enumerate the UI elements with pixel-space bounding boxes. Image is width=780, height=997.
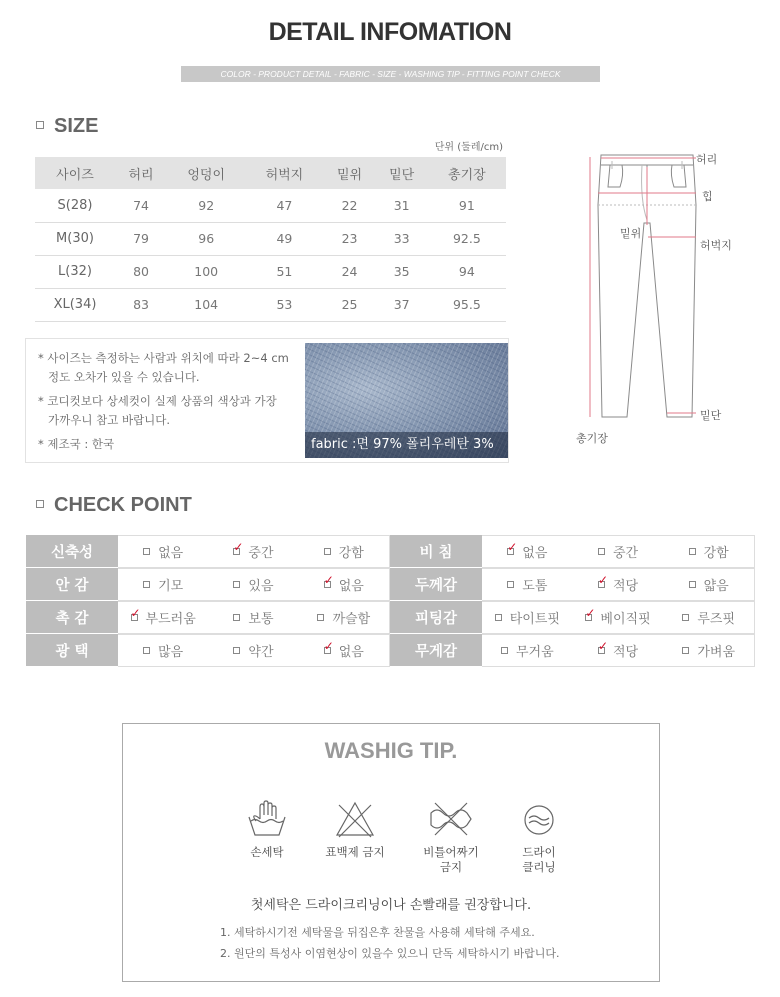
note-line: * 사이즈는 측정하는 사람과 위치에 따라 2~4 cm bbox=[38, 351, 289, 365]
option-group bbox=[482, 569, 754, 600]
checked-box-icon bbox=[598, 647, 605, 654]
check-option bbox=[118, 608, 208, 627]
table-cell: 49 bbox=[245, 222, 323, 255]
column-header: 밑단 bbox=[376, 157, 428, 189]
check-option bbox=[208, 641, 298, 660]
check-options bbox=[118, 601, 390, 634]
check-options bbox=[482, 568, 755, 601]
table-cell: 104 bbox=[167, 288, 245, 321]
fabric-swatch bbox=[305, 343, 508, 458]
table-cell: 51 bbox=[245, 255, 323, 288]
wash-item-dry-clean bbox=[494, 799, 584, 875]
table-cell: M(30) bbox=[35, 222, 115, 255]
check-option-label: 없음 bbox=[522, 546, 548, 561]
washing-tip-box bbox=[122, 723, 660, 982]
hand-wash-icon bbox=[245, 799, 289, 839]
check-option-label: 없음 bbox=[158, 546, 184, 561]
option-group bbox=[118, 569, 389, 600]
square-bullet-icon bbox=[36, 500, 44, 508]
check-option bbox=[482, 542, 573, 561]
column-header: 허리 bbox=[115, 157, 167, 189]
check-attribute-label: 안 감 bbox=[26, 568, 118, 601]
table-cell: 47 bbox=[245, 189, 323, 222]
check-option-label: 강함 bbox=[703, 546, 729, 561]
table-cell: 91 bbox=[428, 189, 506, 222]
label-length: 총기장 bbox=[576, 432, 608, 445]
table-cell: XL(34) bbox=[35, 288, 115, 321]
check-point-heading bbox=[36, 494, 192, 517]
size-table bbox=[35, 157, 506, 322]
check-attribute-label: 비 침 bbox=[390, 535, 482, 568]
table-cell: 24 bbox=[324, 255, 376, 288]
column-header: 총기장 bbox=[428, 157, 506, 189]
wash-label-line: 손세탁 bbox=[250, 845, 284, 859]
no-bleach-icon bbox=[333, 799, 377, 839]
check-option-label: 얇음 bbox=[703, 579, 729, 594]
check-option bbox=[118, 575, 208, 594]
note-line: 정도 오차가 있을 수 있습니다. bbox=[48, 370, 200, 384]
table-cell: 37 bbox=[376, 288, 428, 321]
checked-box-icon bbox=[507, 548, 514, 555]
wash-label-line: 드라이 bbox=[522, 845, 556, 859]
check-option bbox=[482, 608, 573, 627]
checkbox-icon bbox=[598, 548, 605, 555]
checked-box-icon bbox=[131, 614, 138, 621]
size-heading bbox=[36, 115, 98, 138]
table-cell: 92.5 bbox=[428, 222, 506, 255]
check-option bbox=[482, 641, 573, 660]
size-unit: 단위 (둘레/cm) bbox=[434, 142, 503, 153]
check-option-label: 적당 bbox=[612, 645, 639, 660]
jeans-outline-icon bbox=[572, 145, 752, 450]
table-cell: 79 bbox=[115, 222, 167, 255]
check-attribute-label: 광 택 bbox=[26, 634, 118, 667]
note-measurement bbox=[38, 349, 289, 387]
wash-label bbox=[406, 845, 496, 875]
notes-box bbox=[25, 338, 509, 463]
checkbox-icon bbox=[507, 581, 514, 588]
washing-tip-2: 2. 원단의 특성사 이염현상이 있을수 있으니 단독 세탁하시기 바랍니다. bbox=[220, 947, 560, 960]
check-option bbox=[299, 542, 389, 561]
table-row bbox=[35, 288, 506, 321]
fabric-composition: fabric :면 97% 폴리우레탄 3% bbox=[305, 432, 508, 458]
table-cell: 100 bbox=[167, 255, 245, 288]
check-attribute-label: 두께감 bbox=[390, 568, 482, 601]
table-row bbox=[26, 535, 755, 568]
checkbox-icon bbox=[689, 548, 696, 555]
label-thigh: 허벅지 bbox=[700, 239, 732, 252]
table-row bbox=[35, 189, 506, 222]
checkbox-icon bbox=[501, 647, 508, 654]
table-cell: 74 bbox=[115, 189, 167, 222]
checked-box-icon bbox=[598, 581, 605, 588]
option-group bbox=[118, 635, 389, 666]
check-option-label: 약간 bbox=[248, 645, 274, 660]
check-options bbox=[482, 535, 755, 568]
note-color bbox=[38, 392, 277, 430]
note-origin: * 제조국 : 한국 bbox=[38, 437, 115, 451]
wash-label-line: 표백제 금지 bbox=[325, 845, 385, 859]
check-option-label: 기모 bbox=[158, 579, 184, 594]
checkbox-icon bbox=[233, 614, 240, 621]
table-row bbox=[35, 222, 506, 255]
table-cell: 23 bbox=[324, 222, 376, 255]
option-group bbox=[118, 536, 389, 567]
check-option bbox=[482, 575, 573, 594]
check-option bbox=[118, 542, 208, 561]
check-options bbox=[118, 568, 390, 601]
check-option-label: 없음 bbox=[338, 579, 364, 594]
check-point-heading-text: CHECK POINT bbox=[54, 494, 192, 516]
checkbox-icon bbox=[143, 647, 150, 654]
label-hip: 힙 bbox=[702, 190, 713, 203]
check-option-label: 루즈핏 bbox=[697, 612, 736, 627]
checkbox-icon bbox=[682, 614, 689, 621]
checkbox-icon bbox=[324, 548, 331, 555]
wash-label bbox=[494, 845, 584, 875]
check-attribute-label: 신축성 bbox=[26, 535, 118, 568]
table-cell: S(28) bbox=[35, 189, 115, 222]
page-title: DETAIL INFOMATION bbox=[268, 18, 512, 46]
check-option bbox=[573, 608, 664, 627]
checked-box-icon bbox=[233, 548, 240, 555]
checkbox-icon bbox=[233, 581, 240, 588]
check-option-label: 보통 bbox=[248, 612, 274, 627]
check-option bbox=[299, 608, 389, 627]
table-cell: 22 bbox=[324, 189, 376, 222]
checked-box-icon bbox=[324, 581, 331, 588]
table-cell: 31 bbox=[376, 189, 428, 222]
check-point-table bbox=[26, 535, 755, 667]
column-header: 사이즈 bbox=[35, 157, 115, 189]
check-attribute-label: 무게감 bbox=[390, 634, 482, 667]
check-option bbox=[208, 542, 298, 561]
no-wring-icon bbox=[429, 799, 473, 839]
table-cell: 53 bbox=[245, 288, 323, 321]
checkbox-icon bbox=[233, 647, 240, 654]
checkbox-icon bbox=[689, 581, 696, 588]
checkbox-icon bbox=[143, 548, 150, 555]
wash-item-hand-wash bbox=[222, 799, 312, 860]
table-cell: 80 bbox=[115, 255, 167, 288]
note-line: 가까우니 참고 바랍니다. bbox=[48, 413, 171, 427]
option-group bbox=[118, 602, 389, 633]
check-option-label: 중간 bbox=[248, 546, 274, 561]
dry-clean-icon bbox=[517, 799, 561, 839]
check-option bbox=[208, 575, 298, 594]
check-option-label: 가벼움 bbox=[697, 645, 736, 660]
section-nav: COLOR - PRODUCT DETAIL - FABRIC - SIZE - WASHING TIP - FITTING POINT CHECK bbox=[181, 66, 600, 82]
wash-label-line: 금지 bbox=[439, 860, 463, 874]
checkbox-icon bbox=[682, 647, 689, 654]
check-options bbox=[118, 535, 390, 568]
check-options bbox=[118, 634, 390, 667]
check-option-label: 많음 bbox=[158, 645, 184, 660]
column-header: 허벅지 bbox=[245, 157, 323, 189]
check-option bbox=[208, 608, 298, 627]
washing-title: WASHIG TIP. bbox=[324, 738, 458, 763]
table-cell: 96 bbox=[167, 222, 245, 255]
table-cell: 35 bbox=[376, 255, 428, 288]
checkbox-icon bbox=[143, 581, 150, 588]
wash-label bbox=[310, 845, 400, 860]
label-rise: 밑위 bbox=[620, 227, 642, 240]
wash-label-line: 비틀어짜기 bbox=[423, 845, 479, 859]
check-option bbox=[663, 641, 754, 660]
check-option-label: 강함 bbox=[338, 546, 364, 561]
check-attribute-label: 피팅감 bbox=[390, 601, 482, 634]
table-cell: 95.5 bbox=[428, 288, 506, 321]
check-option-label: 도톰 bbox=[522, 579, 548, 594]
option-group bbox=[482, 536, 754, 567]
check-option-label: 없음 bbox=[338, 645, 364, 660]
label-hem: 밑단 bbox=[700, 409, 722, 422]
wash-item-no-bleach bbox=[310, 799, 400, 860]
checked-box-icon bbox=[324, 647, 331, 654]
pants-diagram bbox=[572, 145, 752, 450]
check-option bbox=[663, 575, 754, 594]
check-option bbox=[573, 575, 664, 594]
table-cell: L(32) bbox=[35, 255, 115, 288]
table-row bbox=[26, 601, 755, 634]
check-attribute-label: 촉 감 bbox=[26, 601, 118, 634]
table-row bbox=[35, 255, 506, 288]
check-option bbox=[663, 608, 754, 627]
note-line: * 코디컷보다 상세컷이 실제 상품의 색상과 가장 bbox=[38, 394, 277, 408]
checked-box-icon bbox=[585, 614, 592, 621]
checkbox-icon bbox=[317, 614, 324, 621]
check-option-label: 베이직핏 bbox=[600, 612, 651, 627]
column-header: 엉덩이 bbox=[167, 157, 245, 189]
option-group bbox=[482, 602, 754, 633]
washing-tip-1: 1. 세탁하시기전 세탁물을 뒤집은후 찬물을 사용해 세탁해 주세요. bbox=[220, 926, 535, 939]
table-cell: 33 bbox=[376, 222, 428, 255]
washing-recommendation: 첫세탁은 드라이크리닝이나 손빨래를 권장합니다. bbox=[250, 898, 532, 913]
check-options bbox=[482, 601, 755, 634]
wash-label bbox=[222, 845, 312, 860]
check-option bbox=[118, 641, 208, 660]
size-table-header bbox=[35, 157, 506, 189]
check-option bbox=[299, 641, 389, 660]
check-option-label: 무거움 bbox=[515, 645, 554, 660]
wash-item-no-wring bbox=[406, 799, 496, 875]
table-row bbox=[26, 634, 755, 667]
column-header: 밑위 bbox=[324, 157, 376, 189]
label-waist: 허리 bbox=[696, 153, 718, 166]
check-option bbox=[573, 641, 664, 660]
table-cell: 25 bbox=[324, 288, 376, 321]
check-option-label: 부드러움 bbox=[145, 612, 196, 627]
table-cell: 94 bbox=[428, 255, 506, 288]
check-option-label: 중간 bbox=[612, 546, 639, 561]
option-group bbox=[482, 635, 754, 666]
table-row bbox=[26, 568, 755, 601]
check-option-label: 까슬함 bbox=[332, 612, 371, 627]
table-cell: 83 bbox=[115, 288, 167, 321]
table-cell: 92 bbox=[167, 189, 245, 222]
check-options bbox=[482, 634, 755, 667]
check-option bbox=[573, 542, 664, 561]
check-option bbox=[663, 542, 754, 561]
check-option-label: 타이트핏 bbox=[509, 612, 560, 627]
size-heading-text: SIZE bbox=[54, 115, 99, 137]
check-option-label: 적당 bbox=[612, 579, 639, 594]
check-option bbox=[299, 575, 389, 594]
square-bullet-icon bbox=[36, 121, 44, 129]
checkbox-icon bbox=[495, 614, 502, 621]
check-option-label: 있음 bbox=[248, 579, 274, 594]
wash-label-line: 클리닝 bbox=[522, 860, 556, 874]
